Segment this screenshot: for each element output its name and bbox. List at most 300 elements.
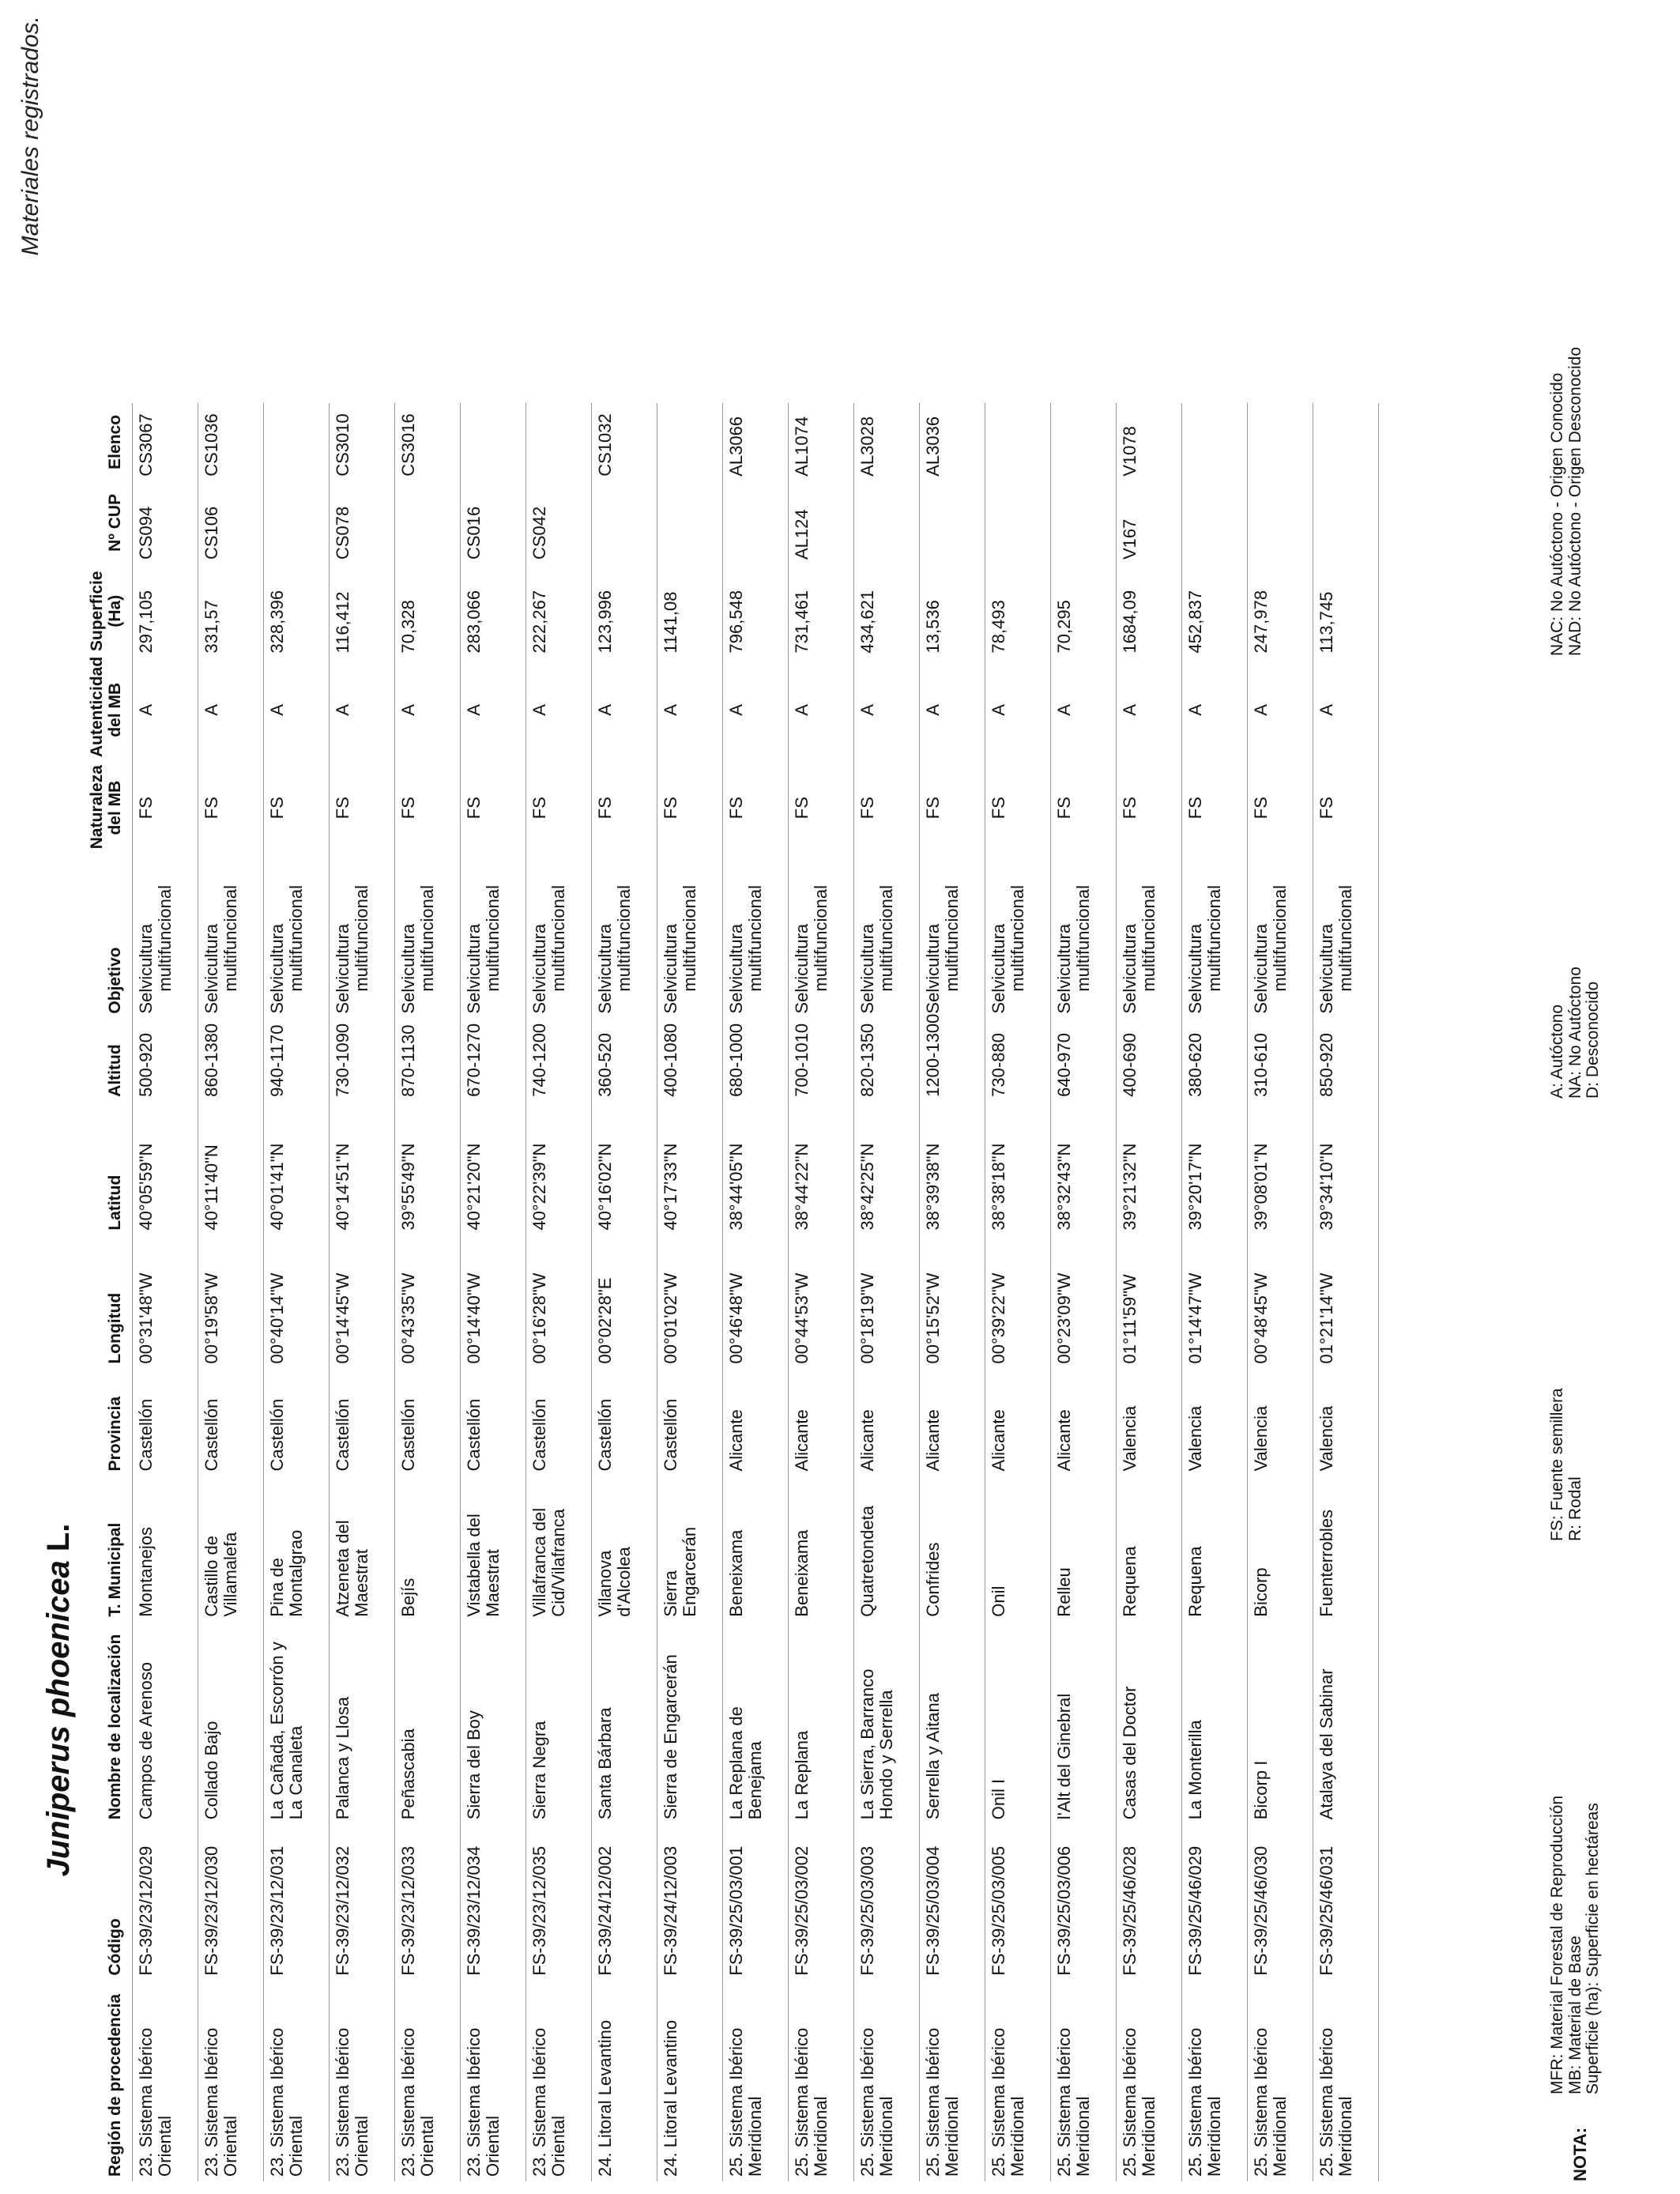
cell-cup [592,481,657,564]
cell-municipality: Castillo de Villamalefa [198,1476,264,1621]
cell-altitude: 860-1380 [198,1019,264,1102]
cell-municipality: Relleu [1051,1476,1117,1621]
cell-province: Castellón [330,1369,395,1476]
cell-authenticity: A [461,658,526,762]
cell-province: Valencia [1313,1369,1379,1476]
cell-longitude: 00°40'14"W [264,1235,330,1369]
note-line: FS: Fuente semillera [1548,1388,1566,1541]
table-row [723,403,789,2181]
table-header [89,403,133,2181]
cell-nature: FS [1117,762,1182,854]
cell-longitude: 00°01'02"W [657,1235,723,1369]
notes-label: NOTA: [1570,2127,1590,2181]
objective-line: multifuncional [1073,885,1094,992]
cell-latitude: 40°22'39"N [526,1102,592,1235]
cell-location-name: l'Alt del Ginebral [1051,1622,1117,1825]
cell-cup [920,481,985,564]
cell-authenticity: A [264,658,330,762]
cell-longitude: 00°44'53"W [789,1235,854,1369]
cell-code: FS-39/25/03/003 [854,1824,920,1980]
cell-location-name: Casas del Doctor [1117,1622,1182,1825]
cell-altitude: 400-690 [1117,1019,1182,1102]
objective-line: multifuncional [614,885,635,992]
cell-code: FS-39/23/12/032 [330,1824,395,1980]
cell-longitude: 00°31'48"W [133,1235,198,1369]
table-row [133,403,198,2181]
objective-line: multifuncional [942,885,962,992]
cell-latitude: 38°32'43"N [1051,1102,1117,1235]
cell-cup: CS094 [133,481,198,564]
cell-area: 328,396 [264,564,330,658]
cell-nature: FS [985,762,1051,854]
column-header: Nombre de localización [105,1634,124,1820]
table-row [330,403,395,2181]
objective-line: multifuncional [1204,885,1225,992]
cell-code: FS-39/25/46/028 [1117,1824,1182,1980]
cell-elenco: V1078 [1117,403,1182,481]
cell-altitude: 700-1010 [789,1019,854,1102]
cell-province: Alicante [920,1369,985,1476]
note-line: NA: No Autóctono [1565,967,1584,1099]
cell-municipality: Sierra Engarcerán [657,1476,723,1621]
note-line: MB: Material de Base [1565,1936,1584,2094]
table-row [985,403,1051,2181]
note-line: NAC: No Autóctono - Origen Conocido [1548,372,1566,656]
cell-location-name: Sierra del Boy [461,1622,526,1825]
table-row [526,403,592,2181]
cell-location-name: Sierra de Engarcerán [657,1622,723,1825]
cell-nature: FS [723,762,789,854]
objective-line: multifuncional [483,885,503,992]
cell-municipality: Requena [1182,1476,1248,1621]
notes-section [1541,205,1659,2181]
cell-cup [657,481,723,564]
cell-location-name: Onil I [985,1622,1051,1825]
cell-region: 23. Sistema Ibérico Oriental [461,1981,526,2181]
objective-line: Selvicultura [726,923,747,1014]
cell-region: 23. Sistema Ibérico Oriental [198,1981,264,2181]
cell-longitude: 00°02'28"E [592,1235,657,1369]
cell-area: 331,57 [198,564,264,658]
cell-region: 24. Litoral Levantino [657,1981,723,2181]
cell-area: 70,328 [395,564,461,658]
cell-elenco [1248,403,1313,481]
table-row [1182,403,1248,2181]
objective-line: Selvicultura [136,923,156,1014]
objective-line: Selvicultura [1120,923,1140,1014]
species-author: L. [41,1523,76,1552]
cell-latitude: 40°01'41"N [264,1102,330,1235]
cell-altitude: 680-1000 [723,1019,789,1102]
cell-elenco: AL3028 [854,403,920,481]
cell-altitude: 740-1200 [526,1019,592,1102]
cell-longitude: 00°23'09"W [1051,1235,1117,1369]
objective-line: multifuncional [1139,885,1159,992]
cell-elenco: CS3067 [133,403,198,481]
cell-longitude: 00°14'45"W [330,1235,395,1369]
table-row [657,403,723,2181]
cell-location-name: Bicorp I [1248,1622,1313,1825]
cell-altitude: 850-920 [1313,1019,1379,1102]
cell-authenticity: A [526,658,592,762]
cell-region: 25. Sistema Ibérico Meridional [723,1981,789,2181]
cell-altitude: 1200-1300 [920,1019,985,1102]
cell-authenticity: A [1313,658,1379,762]
cell-latitude: 40°05'59"N [133,1102,198,1235]
cell-authenticity: A [592,658,657,762]
cell-area: 283,066 [461,564,526,658]
cell-altitude: 310-610 [1248,1019,1313,1102]
objective-line: multifuncional [811,885,831,992]
cell-nature: FS [526,762,592,854]
objective-line: multifuncional [352,885,372,992]
column-header: Elenco [105,414,124,469]
table-row [592,403,657,2181]
cell-code: FS-39/25/03/004 [920,1824,985,1980]
cell-elenco [264,403,330,481]
cell-cup: CS042 [526,481,592,564]
cell-code: FS-39/23/12/035 [526,1824,592,1980]
objective-line: multifuncional [1008,885,1028,992]
cell-longitude: 00°15'52"W [920,1235,985,1369]
cell-objective [985,854,1051,1018]
objective-line: Selvicultura [202,923,222,1014]
cell-altitude: 730-880 [985,1019,1051,1102]
table-row [1248,403,1313,2181]
cell-objective [657,854,723,1018]
cell-altitude: 820-1350 [854,1019,920,1102]
cell-municipality: Confrides [920,1476,985,1621]
cell-latitude: 40°11'40"N [198,1102,264,1235]
cell-objective [198,854,264,1018]
cell-cup [854,481,920,564]
cell-region: 23. Sistema Ibérico Oriental [264,1981,330,2181]
cell-location-name: La Sierra, Barranco Hondo y Serrella [854,1622,920,1825]
cell-authenticity: A [1248,658,1313,762]
cell-municipality: Beneixama [723,1476,789,1621]
cell-objective [395,854,461,1018]
cell-elenco: CS1036 [198,403,264,481]
cell-cup: CS106 [198,481,264,564]
cell-municipality: Bicorp [1248,1476,1313,1621]
cell-cup [1248,481,1313,564]
cell-objective [920,854,985,1018]
cell-nature: FS [395,762,461,854]
objective-line: Selvicultura [398,923,419,1014]
table-body [133,403,1379,2181]
cell-longitude: 00°16'28"W [526,1235,592,1369]
cell-authenticity: A [657,658,723,762]
cell-municipality: Vilanova d'Alcolea [592,1476,657,1621]
cell-latitude: 38°44'22"N [789,1102,854,1235]
objective-line: Selvicultura [661,923,681,1014]
cell-province: Alicante [723,1369,789,1476]
cell-elenco [526,403,592,481]
cell-latitude: 39°08'01"N [1248,1102,1313,1235]
cell-area: 297,105 [133,564,198,658]
cell-area: 13,536 [920,564,985,658]
cell-location-name: La Cañada, Escorrón y La Canaleta [264,1622,330,1825]
notes-column-2 [1549,1388,1584,1541]
cell-municipality: Beneixama [789,1476,854,1621]
page-header: Materiales registrados. [17,16,43,256]
cell-region: 23. Sistema Ibérico Oriental [526,1981,592,2181]
objective-line: multifuncional [155,885,175,992]
cell-location-name: La Replana de Benejama [723,1622,789,1825]
cell-cup: CS078 [330,481,395,564]
column-header: Longitud [105,1292,124,1364]
cell-objective [461,854,526,1018]
note-line: NAD: No Autóctono - Origen Desconocido [1565,346,1584,656]
cell-province: Alicante [985,1369,1051,1476]
cell-area: 452,837 [1182,564,1248,658]
cell-region: 25. Sistema Ibérico Meridional [1051,1981,1117,2181]
cell-code: FS-39/25/03/005 [985,1824,1051,1980]
cell-authenticity: A [985,658,1051,762]
notes-column-1 [1549,1796,1603,2094]
cell-altitude: 730-1090 [330,1019,395,1102]
cell-municipality: Villafranca del Cid/Vilafranca [526,1476,592,1621]
cell-province: Valencia [1182,1369,1248,1476]
cell-nature: FS [1182,762,1248,854]
cell-objective [264,854,330,1018]
notes-column-4 [1549,347,1584,656]
cell-authenticity: A [723,658,789,762]
note-line: D: Desconocido [1584,981,1603,1099]
cell-cup [723,481,789,564]
cell-objective [1117,854,1182,1018]
cell-longitude: 00°18'19"W [854,1235,920,1369]
cell-area: 116,412 [330,564,395,658]
cell-location-name: Collado Bajo [198,1622,264,1825]
cell-longitude: 00°48'45"W [1248,1235,1313,1369]
cell-region: 25. Sistema Ibérico Meridional [1182,1981,1248,2181]
cell-altitude: 360-520 [592,1019,657,1102]
cell-location-name: La Monterilla [1182,1622,1248,1825]
cell-province: Alicante [1051,1369,1117,1476]
objective-line: multifuncional [220,885,241,992]
objective-line: Selvicultura [333,923,353,1014]
cell-nature: FS [264,762,330,854]
cell-municipality: Requena [1117,1476,1182,1621]
cell-latitude: 38°39'38"N [920,1102,985,1235]
cell-code: FS-39/24/12/002 [592,1824,657,1980]
column-header: Provincia [105,1396,124,1472]
cell-region: 25. Sistema Ibérico Meridional [985,1981,1051,2181]
cell-location-name: La Replana [789,1622,854,1825]
objective-line: Selvicultura [989,923,1009,1014]
cell-municipality: Bejís [395,1476,461,1621]
cell-location-name: Atalaya del Sabinar [1313,1622,1379,1825]
cell-cup: CS016 [461,481,526,564]
cell-authenticity: A [1182,658,1248,762]
cell-authenticity: A [789,658,854,762]
cell-latitude: 39°20'17"N [1182,1102,1248,1235]
cell-region: 25. Sistema Ibérico Meridional [1117,1981,1182,2181]
cell-objective [330,854,395,1018]
cell-cup [264,481,330,564]
cell-area: 731,461 [789,564,854,658]
table-row [1117,403,1182,2181]
header-row [89,403,133,2181]
cell-municipality: Vistabella del Maestrat [461,1476,526,1621]
objective-line: Selvicultura [267,923,288,1014]
cell-latitude: 40°16'02"N [592,1102,657,1235]
column-header: T. Municipal [105,1522,124,1617]
cell-longitude: 00°46'48"W [723,1235,789,1369]
objective-line: multifuncional [680,885,700,992]
materials-table [89,403,1379,2181]
cell-area: 222,267 [526,564,592,658]
cell-province: Castellón [395,1369,461,1476]
cell-location-name: Peñascabia [395,1622,461,1825]
cell-province: Castellón [133,1369,198,1476]
column-header: Región de procedencia [105,1993,124,2177]
cell-elenco: AL1074 [789,403,854,481]
cell-longitude: 01°21'14"W [1313,1235,1379,1369]
cell-latitude: 38°42'25"N [854,1102,920,1235]
cell-cup [1051,481,1117,564]
objective-line: multifuncional [876,885,897,992]
cell-latitude: 40°17'33"N [657,1102,723,1235]
cell-elenco [985,403,1051,481]
cell-elenco [657,403,723,481]
cell-region: 24. Litoral Levantino [592,1981,657,2181]
cell-area: 1141,08 [657,564,723,658]
cell-latitude: 38°44'05"N [723,1102,789,1235]
cell-objective [789,854,854,1018]
cell-municipality: Atzeneta del Maestrat [330,1476,395,1621]
cell-objective [133,854,198,1018]
cell-longitude: 00°43'35"W [395,1235,461,1369]
cell-longitude: 01°11'59"W [1117,1235,1182,1369]
cell-elenco [461,403,526,481]
cell-region: 23. Sistema Ibérico Oriental [395,1981,461,2181]
note-line: A: Autóctono [1548,1004,1566,1099]
objective-line: Selvicultura [529,923,550,1014]
cell-longitude: 01°14'47"W [1182,1235,1248,1369]
cell-area: 247,978 [1248,564,1313,658]
cell-area: 70,295 [1051,564,1117,658]
cell-latitude: 39°21'32"N [1117,1102,1182,1235]
cell-authenticity: A [920,658,985,762]
column-header: Superficie (Ha) [88,571,124,652]
cell-region: 23. Sistema Ibérico Oriental [133,1981,198,2181]
cell-area: 123,996 [592,564,657,658]
cell-region: 25. Sistema Ibérico Meridional [920,1981,985,2181]
table-row [789,403,854,2181]
species-name: Juniperus phoenicea [41,1560,76,1877]
objective-line: multifuncional [745,885,766,992]
cell-province: Castellón [461,1369,526,1476]
cell-municipality: Fuenterrobles [1313,1476,1379,1621]
notes-column-3 [1549,967,1603,1099]
cell-region: 25. Sistema Ibérico Meridional [1248,1981,1313,2181]
cell-location-name: Sierra Negra [526,1622,592,1825]
cell-longitude: 00°14'40"W [461,1235,526,1369]
objective-line: Selvicultura [857,923,878,1014]
cell-code: FS-39/25/03/006 [1051,1824,1117,1980]
cell-region: 25. Sistema Ibérico Meridional [854,1981,920,2181]
cell-altitude: 670-1270 [461,1019,526,1102]
cell-objective [854,854,920,1018]
cell-elenco: CS3016 [395,403,461,481]
cell-province: Valencia [1248,1369,1313,1476]
cell-code: FS-39/23/12/029 [133,1824,198,1980]
cell-longitude: 00°19'58"W [198,1235,264,1369]
objective-line: Selvicultura [595,923,616,1014]
cell-altitude: 870-1130 [395,1019,461,1102]
column-header: Nº CUP [105,493,124,552]
objective-line: multifuncional [1270,885,1290,992]
cell-elenco [1313,403,1379,481]
cell-location-name: Santa Bárbara [592,1622,657,1825]
objective-line: multifuncional [417,885,438,992]
cell-code: FS-39/25/03/002 [789,1824,854,1980]
table-row [395,403,461,2181]
cell-code: FS-39/23/12/034 [461,1824,526,1980]
cell-municipality: Quatretondeta [854,1476,920,1621]
table-row [854,403,920,2181]
cell-authenticity: A [1117,658,1182,762]
cell-nature: FS [133,762,198,854]
cell-province: Alicante [854,1369,920,1476]
table-row [264,403,330,2181]
cell-province: Castellón [657,1369,723,1476]
cell-authenticity: A [395,658,461,762]
column-header: Objetivo [105,947,124,1014]
species-title [41,1206,77,2194]
column-header: Código [105,1918,124,1976]
cell-province: Castellón [592,1369,657,1476]
cell-altitude: 640-970 [1051,1019,1117,1102]
cell-objective [592,854,657,1018]
cell-objective [1248,854,1313,1018]
cell-objective [1051,854,1117,1018]
cell-objective [1182,854,1248,1018]
objective-line: multifuncional [548,885,569,992]
cell-cup [395,481,461,564]
cell-nature: FS [1051,762,1117,854]
cell-code: FS-39/23/12/030 [198,1824,264,1980]
cell-municipality: Pina de Montalgrao [264,1476,330,1621]
cell-authenticity: A [1051,658,1117,762]
cell-location-name: Palanca y Llosa [330,1622,395,1825]
cell-latitude: 40°14'51"N [330,1102,395,1235]
note-line: Superficie (ha): Superficie en hectáreas [1584,1803,1603,2094]
cell-area: 796,548 [723,564,789,658]
cell-cup: AL124 [789,481,854,564]
cell-province: Castellón [198,1369,264,1476]
cell-municipality: Onil [985,1476,1051,1621]
note-line: R: Rodal [1565,1476,1584,1541]
cell-nature: FS [330,762,395,854]
cell-nature: FS [1248,762,1313,854]
cell-area: 78,493 [985,564,1051,658]
cell-nature: FS [198,762,264,854]
cell-location-name: Serrella y Aitana [920,1622,985,1825]
column-header: Latitud [105,1174,124,1231]
cell-cup [1313,481,1379,564]
cell-nature: FS [920,762,985,854]
cell-altitude: 500-920 [133,1019,198,1102]
cell-longitude: 00°39'22"W [985,1235,1051,1369]
objective-line: multifuncional [1335,885,1356,992]
objective-line: Selvicultura [1054,923,1075,1014]
cell-elenco: AL3066 [723,403,789,481]
cell-code: FS-39/25/46/031 [1313,1824,1379,1980]
cell-latitude: 39°55'49"N [395,1102,461,1235]
